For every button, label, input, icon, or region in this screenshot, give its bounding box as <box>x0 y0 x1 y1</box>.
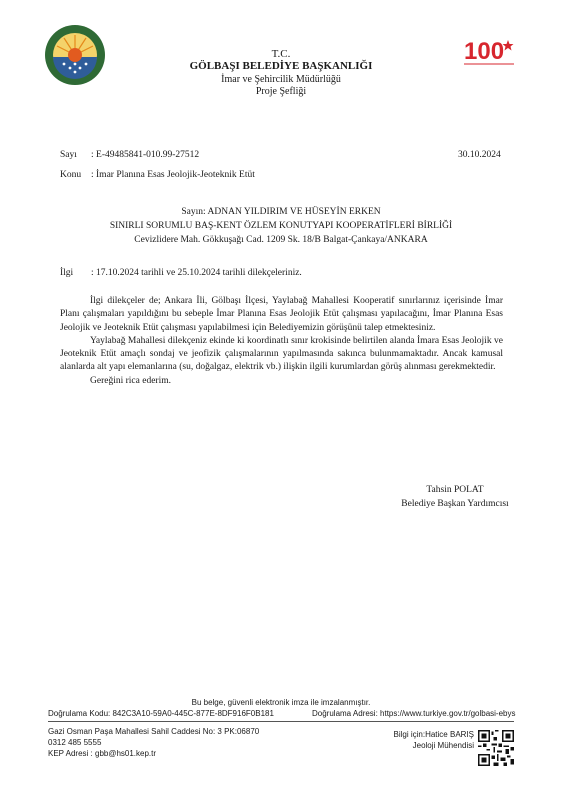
ilgi-value: : 17.10.2024 tarihli ve 25.10.2024 tarihli dilekçeleriniz. <box>91 268 302 278</box>
qr-code-icon <box>478 730 514 766</box>
header-directorate: İmar ve Şehircilik Müdürlüğü <box>221 74 341 85</box>
esign-note: Bu belge, güvenli elektronik imza ile imzalanmıştır. <box>191 698 371 707</box>
konu-value: : İmar Planına Esas Jeolojik-Jeoteknik Etüt <box>91 170 255 180</box>
signatory-name: Tahsin POLAT <box>426 485 484 495</box>
header-tc: T.C. <box>271 48 291 60</box>
addressee-address: Cevizlidere Mah. Gökkuşağı Cad. 1209 Sk. 18/B Balgat-Çankaya/ANKARA <box>134 235 428 245</box>
konu-label: Konu <box>60 170 82 180</box>
ilgi-label: İlgi <box>60 268 74 278</box>
verification-code: Doğrulama Kodu: 842C3A10-59A0-445C-877E-8DF916F0B181 <box>48 709 274 718</box>
centennial-number: 100 <box>464 38 505 65</box>
body-paragraph-1: İlgi dilekçeler de; Ankara İli, Gölbaşı İlçesi, Yaylabağ Mahallesi Kooperatif sınırlarınız içerisinde İmar Planı çalışmaları yapıldığını bu sebeple İmar Planına Esas Jeolojik Etüt çalışması yapılacağını, İmar Planına Esas Jeolojik ve Jeoteknik Etüt çalışması yapılabilmesi için Belediyemizin görüşünü talep etmektesiniz. <box>60 296 503 333</box>
sayi-value: : E-49485841-010.99-27512 <box>91 150 200 160</box>
sayi-label: Sayı <box>60 150 77 160</box>
footer-phone: 0312 485 5555 <box>48 738 102 747</box>
addressee-organization: SINIRLI SORUMLU BAŞ-KENT ÖZLEM KONUTYAPI KOOPERATİFLERİ BİRLİĞİ <box>109 221 453 231</box>
info-contact: Bilgi için:Hatice BARIŞ <box>393 730 474 739</box>
info-role: Jeoloji Mühendisi <box>412 741 474 750</box>
signatory-title: Belediye Başkan Yardımcısı <box>401 499 509 509</box>
header-municipality: GÖLBAŞI BELEDİYE BAŞKANLIĞI <box>189 60 373 72</box>
footer-divider <box>48 721 514 722</box>
body-paragraph-2: Yaylabağ Mahallesi dilekçeniz ekinde ki koordinatlı sınır krokisinde belirtilen alanda İmara Esas Jeolojik ve Jeoteknik Etüt amaçlı sondaj ve jeofizik çalışmalarının yapılmasında sakınca bulunmamaktadır. Ancak kamusal alanlarda alt yapı elemanlarına (su, doğalgaz, elektrik vb.) ilişkin ilgili kurumlardan görüş alınması gerekmektedir. <box>60 335 503 373</box>
document-date: 30.10.2024 <box>458 150 501 160</box>
body-paragraph-3: Gereğini rica ederim. <box>90 375 171 386</box>
verification-address: Doğrulama Adresi: https://www.turkiye.gov.tr/golbasi-ebys <box>312 709 516 718</box>
footer-address: Gazi Osman Paşa Mahallesi Sahil Caddesi No: 3 PK:06870 <box>48 727 260 736</box>
header-unit: Proje Şefliği <box>255 86 307 97</box>
letter-body <box>60 295 503 388</box>
addressee-name: Sayın: ADNAN YILDIRIM VE HÜSEYİN ERKEN <box>181 207 381 217</box>
footer-kep: KEP Adresi : gbb@hs01.kep.tr <box>48 749 157 758</box>
